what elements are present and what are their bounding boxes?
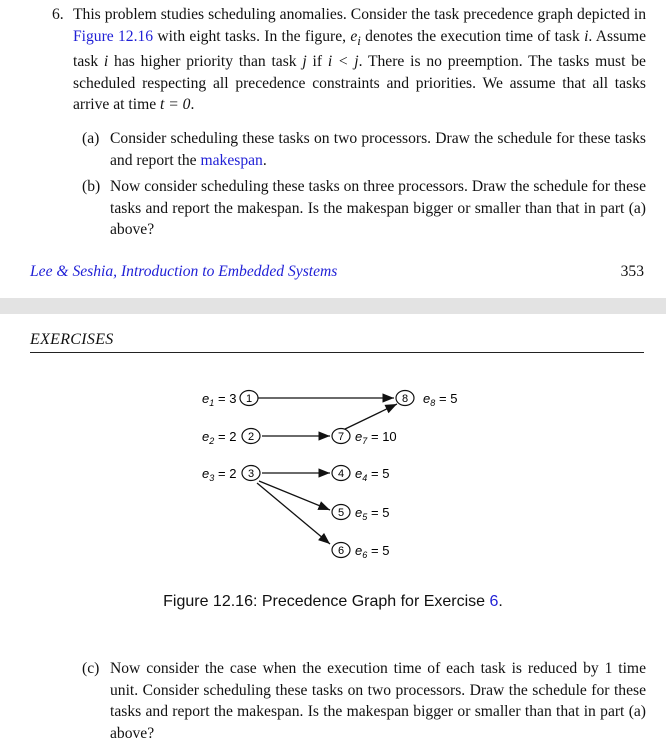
part-a-label: (a) — [82, 130, 100, 147]
edge-7-8 — [343, 404, 397, 430]
svg-text:= 2: = 2 — [218, 466, 237, 481]
svg-text:= 10: = 10 — [371, 429, 397, 444]
previous-page — [0, 0, 666, 298]
svg-text:8: 8 — [401, 393, 409, 405]
node-7 — [332, 429, 397, 447]
edge-3-5 — [259, 481, 330, 510]
svg-text:e1: $e_1$ — [202, 391, 215, 408]
node-3 — [202, 466, 260, 484]
svg-text:e4: $e_4$ — [355, 466, 368, 483]
part-a: (a) Consider scheduling these tasks on two processors. Draw the schedule for these tasks and report the makespan. — [82, 130, 646, 169]
svg-text:2: 2 — [247, 431, 255, 443]
footer-page-number: 353 — [620, 263, 644, 280]
part-b-label: (b) — [82, 178, 101, 195]
makespan-link[interactable]: makespan — [200, 151, 263, 169]
node-4 — [332, 466, 389, 484]
current-page — [0, 314, 666, 753]
figure-link[interactable]: Figure 12.16 — [73, 27, 154, 45]
svg-text:= 5: = 5 — [371, 543, 390, 558]
svg-text:e3: $e_3$ — [202, 466, 215, 483]
svg-text:= 2: = 2 — [218, 429, 237, 444]
svg-text:e8: $e_8$ — [423, 391, 436, 408]
node-2 — [202, 429, 260, 447]
node-5 — [332, 505, 389, 523]
svg-text:1: 1 — [245, 393, 253, 405]
part-c — [82, 658, 646, 744]
svg-text:= 3: = 3 — [218, 391, 237, 406]
part-b — [82, 176, 646, 241]
svg-text:= 5: = 5 — [439, 391, 458, 406]
svg-text:7: 7 — [337, 431, 345, 443]
part-b-text: Now consider scheduling these tasks on three processors. Draw the schedule for these tasks and report the makespan. Is the makespan bigger or smaller than that in part (a) above? — [110, 178, 646, 238]
part-c-label: (c) — [82, 660, 100, 677]
figure-caption: Figure 12.16: Precedence Graph for Exercise 6. — [163, 593, 503, 610]
exercise-link[interactable]: 6 — [489, 593, 499, 610]
section-header: EXERCISES — [30, 331, 114, 348]
svg-text:5: 5 — [337, 507, 345, 519]
node-1 — [202, 391, 258, 409]
svg-text:6: 6 — [337, 545, 345, 557]
problem-text: This problem studies scheduling anomalies. Consider the task precedence graph depicted in Figure 12.16 with eight tasks. In the figure, $e_i$ denotes the execution time of task i. Assume task i has higher priority than task j if i < j. There is no preemption. The tasks must be scheduled respecting all precedence constraints and priorities. We assume that all tasks arrive at time t = 0. — [73, 6, 647, 114]
svg-text:4: 4 — [337, 468, 345, 480]
svg-text:= 5: = 5 — [371, 466, 390, 481]
page-gap — [0, 298, 666, 314]
part-c-text: Now consider the case when the execution time of each task is reduced by 1 time unit. Consider scheduling these tasks on two processors. Draw the schedule for these tasks and report the makespan. Is the makespan bigger or smaller than that in part (a) above? — [110, 660, 646, 742]
problem-6 — [52, 4, 646, 116]
svg-text:e7: $e_7$ — [355, 429, 368, 446]
svg-text:= 5: = 5 — [371, 505, 390, 520]
svg-text:e6: $e_6$ — [355, 543, 368, 560]
node-6 — [332, 543, 389, 561]
problem-number: 6. — [52, 6, 64, 23]
svg-text:e5: $e_5$ — [355, 505, 368, 522]
svg-text:3: 3 — [247, 468, 255, 480]
footer-book-title[interactable]: Lee & Seshia, Introduction to Embedded Systems — [30, 263, 338, 280]
node-8 — [396, 391, 457, 409]
svg-text:e2: $e_2$ — [202, 429, 215, 446]
edge-3-6 — [257, 483, 330, 544]
